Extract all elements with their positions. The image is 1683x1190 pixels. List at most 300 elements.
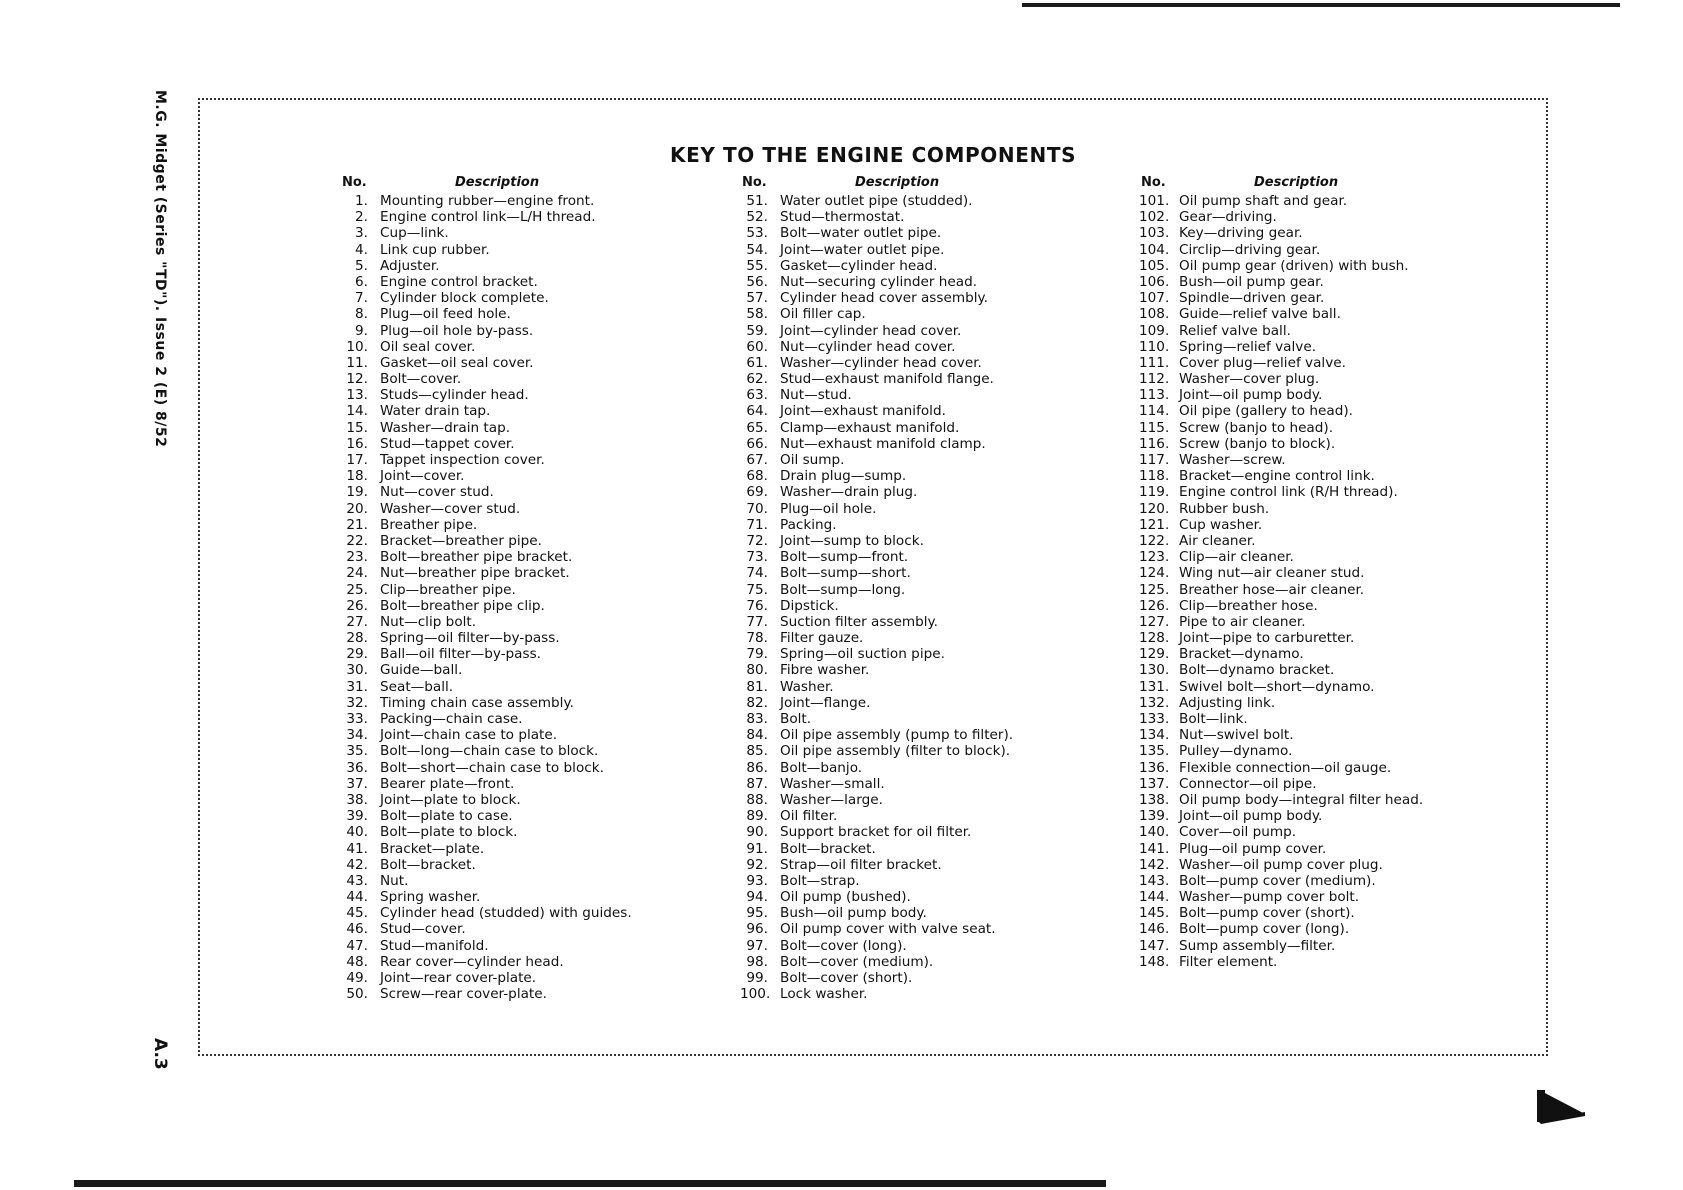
item-number: 15. — [346, 419, 368, 436]
item-number: 97. — [746, 937, 768, 954]
item-number: 1. — [355, 193, 368, 209]
item-number: 65. — [746, 419, 768, 436]
item-number: 127. — [1139, 613, 1170, 630]
item-number: 129. — [1139, 646, 1170, 663]
item-number: 14. — [346, 403, 368, 420]
item-description: Nut—stud. — [780, 387, 852, 404]
item-number: 57. — [746, 290, 768, 307]
item-description: Key—driving gear. — [1179, 225, 1303, 242]
item-description: Seat—ball. — [380, 678, 454, 695]
item-description: Bolt—short—chain case to block. — [380, 759, 604, 776]
item-number: 48. — [346, 953, 368, 970]
item-number: 53. — [746, 225, 768, 242]
item-description: Oil pump shaft and gear. — [1179, 193, 1348, 209]
item-number: 126. — [1139, 597, 1170, 614]
item-number: 67. — [746, 452, 768, 468]
item-description: Stud—exhaust manifold flange. — [780, 371, 994, 388]
item-number: 77. — [746, 613, 768, 630]
item-number: 143. — [1139, 872, 1170, 889]
item-number: 25. — [346, 581, 368, 598]
item-number: 98. — [746, 953, 768, 970]
header-description: Description — [455, 175, 540, 190]
item-description: Bolt—cover (long). — [780, 937, 907, 954]
top-rule — [1022, 3, 1620, 7]
item-number: 131. — [1139, 678, 1170, 695]
item-description: Bush—oil pump body. — [780, 905, 927, 922]
item-description: Nut—swivel bolt. — [1179, 727, 1294, 744]
item-description: Washer. — [780, 678, 834, 695]
item-number: 90. — [746, 824, 768, 841]
item-description: Bolt—breather pipe clip. — [380, 597, 545, 614]
item-number: 139. — [1139, 808, 1170, 825]
item-number: 29. — [346, 646, 368, 663]
item-description: Engine control link—L/H thread. — [380, 209, 596, 226]
header-no: No. — [1141, 175, 1166, 190]
item-number: 146. — [1139, 921, 1170, 938]
item-number: 122. — [1139, 532, 1170, 549]
item-description: Filter element. — [1179, 953, 1278, 970]
item-description: Clip—breather hose. — [1179, 597, 1318, 614]
item-number: 79. — [746, 646, 768, 663]
item-description: Bolt—link. — [1179, 711, 1248, 727]
item-number: 54. — [746, 241, 768, 258]
item-number: 61. — [746, 354, 768, 371]
item-description: Washer—large. — [780, 791, 883, 808]
item-description: Gasket—cylinder head. — [780, 257, 938, 274]
item-description: Engine control link (R/H thread). — [1179, 484, 1398, 501]
item-number: 138. — [1139, 791, 1170, 808]
item-description: Nut—cover stud. — [380, 484, 494, 501]
item-number: 35. — [346, 743, 368, 760]
item-description: Link cup rubber. — [380, 241, 490, 258]
item-description: Washer—oil pump cover plug. — [1179, 856, 1383, 873]
item-description: Bolt—breather pipe bracket. — [380, 549, 573, 566]
item-description: Wing nut—air cleaner stud. — [1179, 565, 1365, 582]
item-description: Oil pump body—integral filter head. — [1179, 791, 1424, 808]
item-number: 84. — [746, 727, 768, 744]
item-number: 13. — [346, 387, 368, 404]
item-description: Oil pump cover with valve seat. — [780, 921, 996, 938]
item-description: Bracket—dynamo. — [1179, 646, 1304, 663]
item-number: 72. — [746, 532, 768, 549]
item-number: 18. — [346, 468, 368, 485]
item-number: 39. — [346, 808, 368, 825]
item-number: 2. — [355, 209, 368, 226]
item-number: 70. — [746, 500, 768, 517]
item-description: Guide—ball. — [380, 662, 463, 679]
item-description: Washer—cover plug. — [1179, 371, 1320, 388]
item-description: Engine control bracket. — [380, 273, 538, 290]
item-number: 27. — [346, 613, 368, 630]
page-title: KEY TO THE ENGINE COMPONENTS — [670, 143, 1077, 167]
item-description: Oil filler cap. — [780, 306, 866, 323]
item-number: 145. — [1139, 905, 1170, 922]
item-number: 58. — [746, 306, 768, 323]
item-description: Stud—tappet cover. — [380, 435, 515, 452]
item-description: Washer—cover stud. — [380, 500, 521, 517]
item-description: Nut—cylinder head cover. — [780, 338, 956, 355]
item-description: Oil filter. — [780, 808, 838, 825]
item-number: 108. — [1139, 306, 1170, 323]
item-description: Stud—thermostat. — [780, 209, 905, 226]
item-number: 109. — [1139, 322, 1170, 339]
item-number: 94. — [746, 889, 768, 906]
item-description: Joint—flange. — [780, 694, 871, 711]
item-description: Breather hose—air cleaner. — [1179, 581, 1365, 598]
item-number: 46. — [346, 921, 368, 938]
item-description: Washer—cylinder head cover. — [780, 354, 982, 371]
item-description: Gasket—oil seal cover. — [380, 354, 534, 371]
item-number: 21. — [346, 516, 368, 533]
item-number: 6. — [355, 273, 368, 290]
item-description: Bearer plate—front. — [380, 775, 515, 792]
item-description: Bolt—cover. — [380, 371, 462, 388]
item-number: 134. — [1139, 727, 1170, 744]
item-number: 47. — [346, 937, 368, 954]
item-number: 66. — [746, 435, 768, 452]
item-number: 142. — [1139, 856, 1170, 873]
item-number: 69. — [746, 484, 768, 501]
item-number: 16. — [346, 435, 368, 452]
item-number: 75. — [746, 581, 768, 598]
item-number: 3. — [355, 225, 368, 242]
item-number: 34. — [346, 727, 368, 744]
item-description: Packing—chain case. — [380, 711, 523, 727]
item-description: Stud—cover. — [380, 921, 466, 938]
item-description: Cup washer. — [1179, 516, 1263, 533]
item-number: 119. — [1139, 484, 1170, 501]
item-description: Washer—pump cover bolt. — [1179, 889, 1360, 906]
item-number: 125. — [1139, 581, 1170, 598]
item-description: Bolt—cover (medium). — [780, 953, 934, 970]
item-number: 17. — [346, 452, 368, 468]
item-description: Mounting rubber—engine front. — [380, 193, 595, 209]
item-description: Filter gauze. — [780, 630, 864, 647]
item-description: Clip—breather pipe. — [380, 581, 516, 598]
item-description: Sump assembly—filter. — [1179, 937, 1336, 954]
item-number: 128. — [1139, 630, 1170, 647]
item-number: 114. — [1139, 403, 1170, 420]
item-description: Rubber bush. — [1179, 500, 1270, 517]
item-number: 96. — [746, 921, 768, 938]
item-description: Bolt—banjo. — [780, 759, 863, 776]
item-description: Screw—rear cover-plate. — [380, 986, 547, 1003]
item-number: 64. — [746, 403, 768, 420]
item-number: 81. — [746, 678, 768, 695]
item-number: 141. — [1139, 840, 1170, 857]
item-description: Washer—small. — [780, 775, 885, 792]
item-number: 103. — [1139, 225, 1170, 242]
item-description: Packing. — [780, 516, 837, 533]
item-description: Dipstick. — [780, 597, 839, 614]
section-a-logo — [1535, 1088, 1589, 1126]
item-number: 130. — [1139, 662, 1170, 679]
item-number: 76. — [746, 597, 768, 614]
item-description: Plug—oil pump cover. — [1179, 840, 1327, 857]
item-number: 10. — [346, 338, 368, 355]
running-head: M.G. Midget (Series "TD"). Issue 2 (E) 8/52 — [152, 90, 168, 448]
item-description: Spring—relief valve. — [1179, 338, 1317, 355]
item-number: 95. — [746, 905, 768, 922]
item-number: 133. — [1139, 711, 1170, 727]
item-description: Cup—link. — [380, 225, 449, 242]
item-description: Spring—oil suction pipe. — [780, 646, 945, 663]
item-number: 91. — [746, 840, 768, 857]
item-number: 99. — [746, 970, 768, 986]
item-description: Drain plug—sump. — [780, 468, 907, 485]
item-description: Relief valve ball. — [1179, 322, 1291, 339]
item-number: 110. — [1139, 338, 1170, 355]
item-description: Bolt—water outlet pipe. — [780, 225, 942, 242]
item-number: 19. — [346, 484, 368, 501]
item-number: 92. — [746, 856, 768, 873]
item-description: Bolt—pump cover (short). — [1179, 905, 1355, 922]
item-description: Nut—breather pipe bracket. — [380, 565, 570, 582]
item-number: 60. — [746, 338, 768, 355]
item-description: Studs—cylinder head. — [380, 387, 529, 404]
item-number: 132. — [1139, 694, 1170, 711]
item-number: 107. — [1139, 290, 1170, 307]
item-description: Bolt—pump cover (medium). — [1179, 872, 1376, 889]
item-number: 4. — [355, 241, 368, 258]
item-number: 59. — [746, 322, 768, 339]
item-description: Bolt—pump cover (long). — [1179, 921, 1350, 938]
item-description: Bolt—long—chain case to block. — [380, 743, 599, 760]
item-description: Adjusting link. — [1179, 694, 1276, 711]
page-number: A.3 — [150, 1038, 170, 1070]
item-description: Strap—oil filter bracket. — [780, 856, 942, 873]
item-number: 147. — [1139, 937, 1170, 954]
item-number: 135. — [1139, 743, 1170, 760]
item-number: 30. — [346, 662, 368, 679]
item-description: Connector—oil pipe. — [1179, 775, 1317, 792]
item-number: 113. — [1139, 387, 1170, 404]
item-description: Cylinder head cover assembly. — [780, 290, 988, 307]
item-description: Washer—screw. — [1179, 452, 1286, 468]
item-description: Bolt—bracket. — [380, 856, 476, 873]
item-description: Pulley—dynamo. — [1179, 743, 1293, 760]
item-description: Pipe to air cleaner. — [1179, 613, 1306, 630]
item-number: 62. — [746, 371, 768, 388]
item-number: 87. — [746, 775, 768, 792]
item-number: 123. — [1139, 549, 1170, 566]
item-description: Bolt—sump—long. — [780, 581, 906, 598]
item-number: 112. — [1139, 371, 1170, 388]
item-number: 41. — [346, 840, 368, 857]
item-number: 117. — [1139, 452, 1170, 468]
item-number: 42. — [346, 856, 368, 873]
item-description: Oil pump gear (driven) with bush. — [1179, 257, 1409, 274]
item-description: Oil pump (bushed). — [780, 889, 911, 906]
item-number: 140. — [1139, 824, 1170, 841]
item-description: Flexible connection—oil gauge. — [1179, 759, 1392, 776]
item-number: 49. — [346, 970, 368, 986]
item-description: Spring washer. — [380, 889, 481, 906]
item-description: Nut. — [380, 872, 409, 889]
item-description: Nut—clip bolt. — [380, 613, 477, 630]
item-description: Bolt—cover (short). — [780, 970, 913, 986]
item-description: Bracket—plate. — [380, 840, 485, 857]
item-number: 74. — [746, 565, 768, 582]
item-description: Screw (banjo to block). — [1179, 435, 1336, 452]
item-description: Joint—oil pump body. — [1179, 808, 1323, 825]
item-description: Bracket—engine control link. — [1179, 468, 1375, 485]
item-description: Lock washer. — [780, 986, 868, 1003]
item-description: Washer—drain plug. — [780, 484, 918, 501]
item-description: Oil sump. — [780, 452, 845, 468]
item-number: 26. — [346, 597, 368, 614]
item-description: Cover plug—relief valve. — [1179, 354, 1346, 371]
item-number: 101. — [1139, 193, 1170, 209]
item-description: Air cleaner. — [1179, 532, 1256, 549]
item-number: 93. — [746, 872, 768, 889]
item-description: Ball—oil filter—by-pass. — [380, 646, 541, 663]
item-number: 148. — [1139, 953, 1170, 970]
item-description: Clamp—exhaust manifold. — [780, 419, 960, 436]
item-description: Joint—water outlet pipe. — [780, 241, 945, 258]
item-number: 63. — [746, 387, 768, 404]
item-description: Support bracket for oil filter. — [780, 824, 972, 841]
item-description: Joint—plate to block. — [380, 791, 521, 808]
header-description: Description — [855, 175, 940, 190]
item-description: Water outlet pipe (studded). — [780, 193, 973, 209]
item-description: Joint—cover. — [380, 468, 465, 485]
item-description: Bolt—plate to block. — [380, 824, 518, 841]
item-number: 104. — [1139, 241, 1170, 258]
item-description: Joint—exhaust manifold. — [780, 403, 946, 420]
item-number: 89. — [746, 808, 768, 825]
item-description: Joint—oil pump body. — [1179, 387, 1323, 404]
item-description: Joint—chain case to plate. — [380, 727, 558, 744]
item-description: Plug—oil hole. — [780, 500, 877, 517]
item-description: Cylinder head (studded) with guides. — [380, 905, 632, 922]
item-description: Spindle—driven gear. — [1179, 290, 1325, 307]
item-number: 37. — [346, 775, 368, 792]
item-description: Stud—manifold. — [380, 937, 489, 954]
item-number: 24. — [346, 565, 368, 582]
item-description: Plug—oil hole by-pass. — [380, 322, 534, 339]
item-number: 38. — [346, 791, 368, 808]
item-description: Bolt. — [780, 711, 812, 727]
item-description: Screw (banjo to head). — [1179, 419, 1334, 436]
item-description: Bolt—plate to case. — [380, 808, 513, 825]
item-description: Spring—oil filter—by-pass. — [380, 630, 560, 647]
item-number: 31. — [346, 678, 368, 695]
item-description: Gear—driving. — [1179, 209, 1277, 226]
item-description: Clip—air cleaner. — [1179, 549, 1294, 566]
item-description: Bush—oil pump gear. — [1179, 273, 1324, 290]
item-number: 86. — [746, 759, 768, 776]
item-description: Plug—oil feed hole. — [380, 306, 511, 323]
item-number: 28. — [346, 630, 368, 647]
item-description: Bolt—sump—front. — [780, 549, 909, 566]
item-number: 23. — [346, 549, 368, 566]
item-description: Bolt—bracket. — [780, 840, 876, 857]
item-number: 121. — [1139, 516, 1170, 533]
item-number: 43. — [346, 872, 368, 889]
item-description: Tappet inspection cover. — [380, 452, 545, 468]
item-number: 85. — [746, 743, 768, 760]
item-number: 78. — [746, 630, 768, 647]
item-number: 12. — [346, 371, 368, 388]
item-number: 116. — [1139, 435, 1170, 452]
item-description: Cover—oil pump. — [1179, 824, 1297, 841]
item-number: 120. — [1139, 500, 1170, 517]
item-number: 71. — [746, 516, 768, 533]
header-no: No. — [742, 175, 767, 190]
item-number: 40. — [346, 824, 368, 841]
item-number: 20. — [346, 500, 368, 517]
item-number: 45. — [346, 905, 368, 922]
item-number: 124. — [1139, 565, 1170, 582]
item-description: Joint—pipe to carburetter. — [1179, 630, 1355, 647]
item-description: Oil pipe assembly (filter to block). — [780, 743, 1011, 760]
item-number: 111. — [1139, 354, 1170, 371]
item-number: 56. — [746, 273, 768, 290]
item-number: 82. — [746, 694, 768, 711]
item-description: Water drain tap. — [380, 403, 491, 420]
item-description: Cylinder block complete. — [380, 290, 549, 307]
bottom-rule — [74, 1180, 1106, 1187]
item-number: 73. — [746, 549, 768, 566]
item-number: 118. — [1139, 468, 1170, 485]
item-number: 52. — [746, 209, 768, 226]
item-number: 33. — [346, 711, 368, 727]
item-description: Oil pipe (gallery to head). — [1179, 403, 1353, 420]
item-number: 11. — [346, 354, 368, 371]
item-description: Joint—sump to block. — [780, 532, 924, 549]
item-number: 100. — [740, 986, 771, 1003]
item-number: 136. — [1139, 759, 1170, 776]
item-number: 22. — [346, 532, 368, 549]
item-description: Breather pipe. — [380, 516, 478, 533]
item-number: 36. — [346, 759, 368, 776]
item-number: 44. — [346, 889, 368, 906]
item-number: 51. — [746, 193, 768, 209]
item-description: Rear cover—cylinder head. — [380, 953, 564, 970]
item-number: 106. — [1139, 273, 1170, 290]
item-number: 9. — [355, 322, 368, 339]
item-number: 7. — [355, 290, 368, 307]
item-description: Nut—securing cylinder head. — [780, 273, 978, 290]
item-number: 137. — [1139, 775, 1170, 792]
item-description: Adjuster. — [380, 257, 440, 274]
item-description: Bracket—breather pipe. — [380, 532, 542, 549]
item-description: Guide—relief valve ball. — [1179, 306, 1341, 323]
item-description: Fibre washer. — [780, 662, 870, 679]
item-number: 115. — [1139, 419, 1170, 436]
item-description: Bolt—strap. — [780, 872, 860, 889]
item-number: 144. — [1139, 889, 1170, 906]
item-description: Washer—drain tap. — [380, 419, 511, 436]
item-number: 55. — [746, 257, 768, 274]
item-number: 5. — [355, 257, 368, 274]
item-number: 68. — [746, 468, 768, 485]
header-no: No. — [342, 175, 367, 190]
item-description: Bolt—dynamo bracket. — [1179, 662, 1335, 679]
item-number: 50. — [346, 986, 368, 1003]
item-description: Joint—cylinder head cover. — [780, 322, 962, 339]
item-description: Oil seal cover. — [380, 338, 476, 355]
item-description: Circlip—driving gear. — [1179, 241, 1321, 258]
item-description: Timing chain case assembly. — [380, 694, 574, 711]
item-description: Bolt—sump—short. — [780, 565, 911, 582]
item-description: Swivel bolt—short—dynamo. — [1179, 678, 1375, 695]
item-description: Suction filter assembly. — [780, 613, 938, 630]
item-number: 83. — [746, 711, 768, 727]
item-number: 105. — [1139, 257, 1170, 274]
header-description: Description — [1254, 175, 1339, 190]
